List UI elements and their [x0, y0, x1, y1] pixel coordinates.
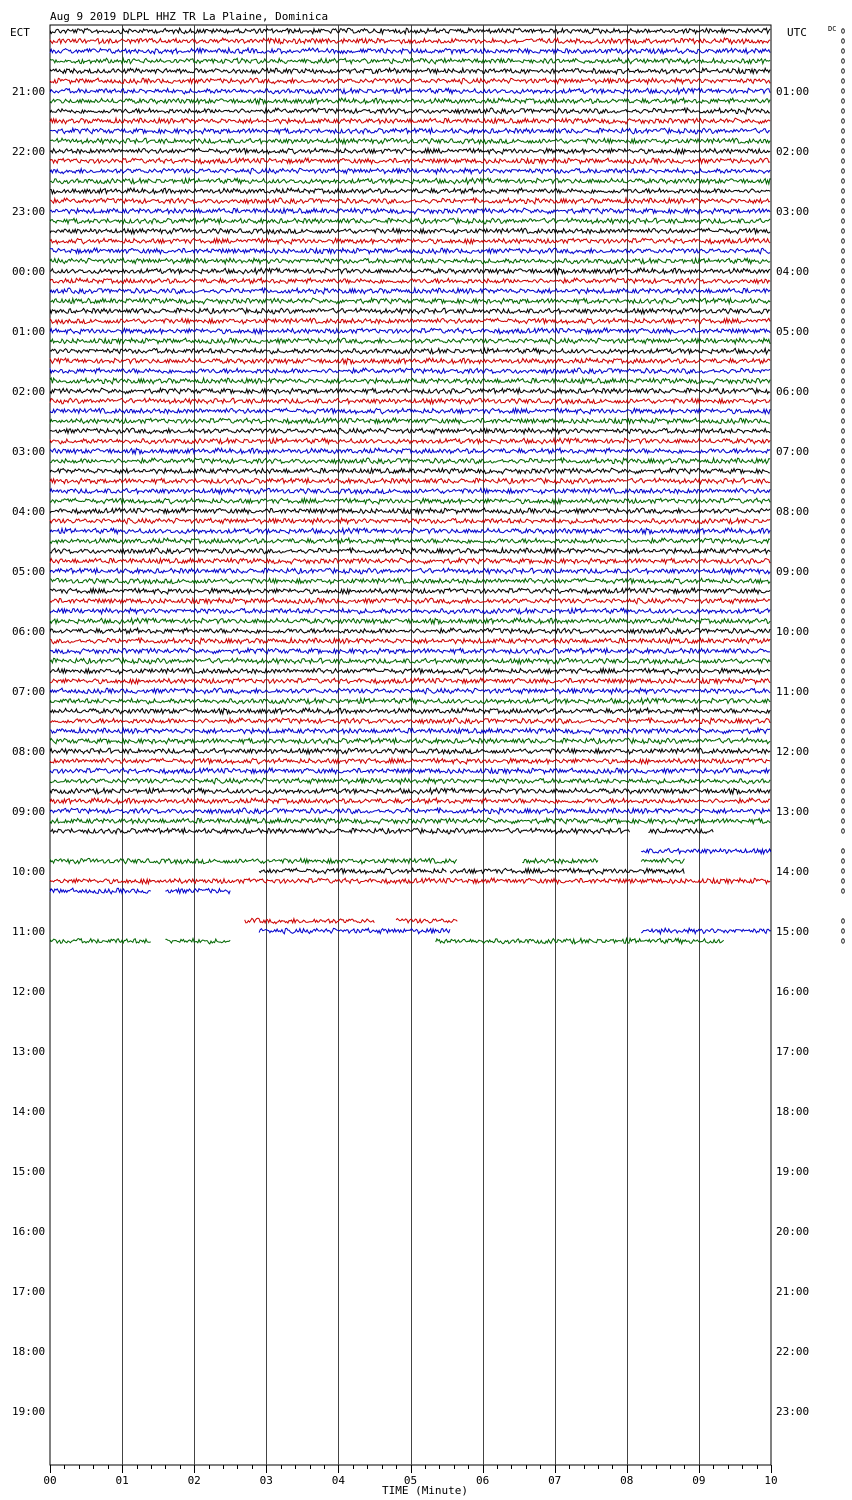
trace-segment — [50, 88, 770, 94]
trace-segment — [50, 38, 770, 44]
dc-marker — [842, 879, 845, 883]
utc-hour-label: 04:00 — [776, 265, 810, 278]
trace-segment — [50, 158, 770, 164]
trace-segment — [50, 588, 770, 594]
dc-marker — [842, 119, 845, 123]
dc-marker — [842, 679, 845, 683]
utc-hour-label: 09:00 — [776, 565, 810, 578]
dc-marker — [842, 669, 845, 673]
trace-segment — [50, 828, 630, 834]
trace-segment — [50, 748, 770, 754]
dc-marker — [842, 459, 845, 463]
trace-segment — [50, 58, 770, 64]
dc-marker — [842, 829, 845, 833]
dc-marker — [842, 59, 845, 63]
trace-segment — [50, 658, 770, 664]
utc-hour-label: 10:00 — [776, 625, 810, 638]
dc-marker — [842, 479, 845, 483]
trace-segment — [50, 48, 770, 54]
dc-marker — [842, 299, 845, 303]
dc-marker — [842, 369, 845, 373]
trace-segment — [50, 188, 770, 194]
trace-segment — [50, 108, 770, 114]
dc-marker — [842, 759, 845, 763]
trace-segment — [50, 528, 770, 534]
ect-hour-label: 03:00 — [12, 445, 46, 458]
ect-hour-label: 01:00 — [12, 325, 46, 338]
trace-segment — [50, 338, 770, 344]
dc-marker — [842, 219, 845, 223]
trace-segment — [50, 858, 457, 863]
ect-hour-label: 18:00 — [12, 1345, 46, 1358]
trace-segment — [50, 348, 770, 354]
dc-marker — [842, 319, 845, 323]
utc-hour-label: 01:00 — [776, 85, 810, 98]
trace-segment — [50, 888, 151, 894]
trace-segment — [50, 268, 770, 274]
x-tick-label: 05 — [403, 1474, 418, 1487]
ect-hour-label: 21:00 — [12, 85, 46, 98]
dc-marker — [842, 639, 845, 643]
ect-hour-label: 09:00 — [12, 805, 46, 818]
dc-marker — [842, 859, 845, 863]
ect-hour-label: 12:00 — [12, 985, 46, 998]
trace-segment — [50, 939, 151, 944]
utc-hour-label: 11:00 — [776, 685, 810, 698]
trace-segment — [50, 728, 770, 734]
trace-segment — [50, 768, 770, 774]
dc-marker — [842, 199, 845, 203]
trace-segment — [50, 358, 770, 364]
dc-marker — [842, 279, 845, 283]
dc-marker — [842, 69, 845, 73]
x-tick-label: 08 — [620, 1474, 634, 1487]
trace-segment — [50, 278, 770, 284]
dc-marker — [842, 139, 845, 143]
trace-segment — [50, 498, 770, 504]
dc-marker — [842, 469, 845, 473]
trace-segment — [50, 68, 770, 74]
ect-hour-label: 08:00 — [12, 745, 46, 758]
seismic-traces — [50, 28, 771, 944]
dc-marker — [842, 79, 845, 83]
dc-marker — [842, 509, 845, 513]
trace-segment — [50, 428, 770, 434]
trace-segment — [259, 928, 450, 934]
dc-marker — [842, 89, 845, 93]
utc-hour-label: 21:00 — [776, 1285, 810, 1298]
trace-segment — [50, 218, 770, 224]
trace-segment — [50, 478, 770, 484]
dc-marker — [842, 789, 845, 793]
x-tick-label: 00 — [43, 1474, 57, 1487]
dc-marker — [842, 559, 845, 563]
ect-hour-label: 16:00 — [12, 1225, 46, 1238]
dc-marker — [842, 609, 845, 613]
trace-segment — [50, 178, 770, 184]
dc-marker — [842, 159, 845, 163]
trace-segment — [50, 298, 770, 304]
dc-marker — [842, 99, 845, 103]
x-tick-label: 03 — [259, 1474, 273, 1487]
utc-hour-label: 05:00 — [776, 325, 810, 338]
ect-hour-label: 11:00 — [12, 925, 46, 938]
dc-marker — [842, 539, 845, 543]
trace-segment — [50, 778, 770, 784]
dc-marker — [842, 129, 845, 133]
ect-hour-label: 17:00 — [12, 1285, 46, 1298]
utc-hour-label: 06:00 — [776, 385, 810, 398]
dc-marker — [842, 939, 845, 943]
dc-marker — [842, 179, 845, 183]
dc-marker — [842, 599, 845, 603]
trace-segment — [50, 638, 770, 644]
trace-segment — [50, 438, 770, 444]
trace-segment — [396, 919, 457, 923]
utc-hour-label: 22:00 — [776, 1345, 810, 1358]
trace-segment — [165, 889, 230, 894]
trace-segment — [50, 758, 770, 764]
ect-hour-label: 14:00 — [12, 1105, 46, 1118]
dc-label: DC — [828, 25, 837, 33]
dc-marker — [842, 809, 845, 813]
utc-hour-label: 20:00 — [776, 1225, 810, 1238]
dc-marker — [842, 419, 845, 423]
plot-title: Aug 9 2019 DLPL HHZ TR La Plaine, Dominica — [50, 10, 329, 23]
trace-segment — [50, 238, 770, 244]
dc-marker — [842, 259, 845, 263]
dc-marker — [842, 739, 845, 743]
trace-segment — [50, 208, 770, 214]
ect-hour-label: 23:00 — [12, 205, 46, 218]
dc-marker — [842, 699, 845, 703]
trace-segment — [50, 228, 770, 234]
trace-segment — [50, 578, 770, 584]
utc-hour-label: 14:00 — [776, 865, 810, 878]
trace-segment — [50, 138, 770, 144]
trace-segment — [50, 718, 770, 724]
dc-marker — [842, 799, 845, 803]
ect-hour-label: 00:00 — [12, 265, 46, 278]
utc-hour-labels — [776, 85, 809, 1418]
trace-segment — [50, 558, 770, 564]
utc-hour-label: 13:00 — [776, 805, 810, 818]
x-tick-label: 02 — [187, 1474, 201, 1487]
ect-hour-label: 05:00 — [12, 565, 46, 578]
dc-marker — [842, 659, 845, 663]
dc-marker — [842, 439, 845, 443]
ect-hour-label: 15:00 — [12, 1165, 46, 1178]
dc-marker — [842, 529, 845, 533]
dc-marker — [842, 29, 845, 33]
dc-marker — [842, 929, 845, 933]
ect-hour-label: 07:00 — [12, 685, 46, 698]
utc-axis-title: UTC — [787, 26, 807, 39]
trace-segment — [50, 408, 770, 414]
trace-segment — [50, 148, 770, 154]
trace-segment — [522, 859, 598, 864]
dc-marker — [842, 709, 845, 713]
trace-segment — [50, 788, 770, 794]
trace-segment — [50, 318, 770, 324]
utc-hour-label: 17:00 — [776, 1045, 810, 1058]
trace-segment — [259, 868, 446, 874]
ect-hour-label: 06:00 — [12, 625, 46, 638]
trace-segment — [50, 28, 770, 34]
trace-segment — [641, 849, 771, 854]
trace-segment — [50, 128, 770, 134]
utc-hour-label: 03:00 — [776, 205, 810, 218]
dc-marker — [842, 819, 845, 823]
dc-marker — [842, 39, 845, 43]
ect-hour-labels — [12, 85, 45, 1418]
trace-segment — [50, 378, 770, 384]
dc-marker — [842, 629, 845, 633]
dc-marker — [842, 549, 845, 553]
x-tick-label: 06 — [475, 1474, 490, 1487]
x-tick-label: 01 — [115, 1474, 129, 1487]
dc-marker — [842, 489, 845, 493]
dc-marker — [842, 619, 845, 623]
dc-marker — [842, 359, 845, 363]
trace-segment — [50, 468, 770, 474]
dc-marker — [842, 449, 845, 453]
dc-marker — [842, 779, 845, 783]
trace-segment — [50, 738, 770, 744]
dc-marker — [842, 889, 845, 893]
trace-segment — [50, 448, 770, 454]
dc-marker — [842, 149, 845, 153]
trace-segment — [50, 598, 770, 604]
dc-marker — [842, 189, 845, 193]
dc-marker — [842, 209, 845, 213]
trace-segment — [50, 488, 770, 493]
dc-marker — [842, 409, 845, 413]
trace-segment — [50, 608, 770, 614]
trace-segment — [50, 808, 770, 814]
dc-markers — [842, 29, 845, 943]
dc-marker — [842, 769, 845, 773]
dc-marker — [842, 349, 845, 353]
dc-marker — [842, 229, 845, 233]
dc-marker — [842, 429, 845, 433]
dc-marker — [842, 109, 845, 113]
utc-hour-label: 19:00 — [776, 1165, 810, 1178]
trace-segment — [50, 398, 770, 404]
dc-marker — [842, 869, 845, 873]
dc-marker — [842, 309, 845, 313]
dc-marker — [842, 329, 845, 333]
dc-marker — [842, 499, 845, 503]
dc-marker — [842, 719, 845, 723]
trace-segment — [50, 388, 770, 394]
utc-hour-label: 07:00 — [776, 445, 810, 458]
dc-marker — [842, 689, 845, 693]
dc-marker — [842, 49, 845, 53]
dc-marker — [842, 569, 845, 573]
trace-segment — [50, 328, 770, 334]
trace-segment — [50, 458, 770, 464]
ect-hour-label: 02:00 — [12, 385, 46, 398]
trace-segment — [436, 938, 724, 943]
trace-segment — [50, 628, 770, 634]
trace-segment — [50, 548, 770, 554]
trace-segment — [50, 508, 770, 514]
dc-marker — [842, 849, 845, 853]
utc-hour-label: 23:00 — [776, 1405, 810, 1418]
dc-marker — [842, 379, 845, 383]
dc-marker — [842, 919, 845, 923]
dc-marker — [842, 519, 845, 523]
dc-marker — [842, 389, 845, 393]
trace-segment — [50, 258, 770, 264]
trace-segment — [648, 829, 713, 834]
ect-hour-label: 19:00 — [12, 1405, 46, 1418]
trace-segment — [165, 939, 230, 944]
utc-hour-label: 12:00 — [776, 745, 810, 758]
dc-marker — [842, 729, 845, 733]
dc-marker — [842, 579, 845, 583]
trace-segment — [50, 368, 770, 374]
trace-segment — [50, 78, 770, 84]
dc-marker — [842, 289, 845, 293]
x-axis-title: TIME (Minute) — [381, 1484, 469, 1497]
utc-hour-label: 18:00 — [776, 1105, 810, 1118]
trace-segment — [50, 678, 770, 684]
trace-segment — [245, 918, 375, 924]
trace-segment — [50, 698, 770, 704]
trace-segment — [50, 818, 770, 824]
ect-axis-title: ECT — [10, 26, 30, 39]
dc-marker — [842, 239, 845, 243]
trace-segment — [50, 308, 770, 314]
ect-hour-label: 22:00 — [12, 145, 46, 158]
dc-marker — [842, 589, 845, 593]
x-tick-label: 04 — [331, 1474, 346, 1487]
trace-segment — [50, 648, 770, 654]
trace-segment — [641, 928, 771, 934]
ect-hour-label: 13:00 — [12, 1045, 46, 1058]
utc-hour-label: 15:00 — [776, 925, 810, 938]
dc-marker — [842, 269, 845, 273]
dc-marker — [842, 399, 845, 403]
utc-hour-label: 02:00 — [776, 145, 810, 158]
trace-segment — [50, 688, 770, 694]
trace-segment — [641, 859, 684, 864]
trace-segment — [50, 568, 770, 574]
x-tick-label: 07 — [548, 1474, 562, 1487]
utc-hour-label: 08:00 — [776, 505, 810, 518]
trace-segment — [50, 708, 770, 714]
utc-hour-label: 16:00 — [776, 985, 810, 998]
trace-segment — [50, 418, 770, 424]
x-tick-label: 10 — [764, 1474, 778, 1487]
trace-segment — [50, 248, 770, 254]
ect-hour-label: 04:00 — [12, 505, 46, 518]
trace-segment — [50, 618, 770, 624]
dc-marker — [842, 339, 845, 343]
trace-segment — [50, 798, 770, 804]
ect-hour-label: 10:00 — [12, 865, 46, 878]
dc-marker — [842, 169, 845, 173]
trace-segment — [50, 118, 770, 124]
trace-segment — [50, 878, 770, 884]
x-tick-label: 09 — [692, 1474, 706, 1487]
trace-segment — [50, 288, 770, 294]
trace-segment — [50, 98, 770, 104]
trace-segment — [50, 168, 770, 174]
dc-marker — [842, 249, 845, 253]
trace-segment — [50, 668, 770, 674]
trace-segment — [450, 868, 684, 874]
trace-segment — [50, 518, 770, 524]
trace-segment — [50, 198, 770, 204]
dc-marker — [842, 649, 845, 653]
trace-segment — [50, 538, 770, 544]
dc-marker — [842, 749, 845, 753]
